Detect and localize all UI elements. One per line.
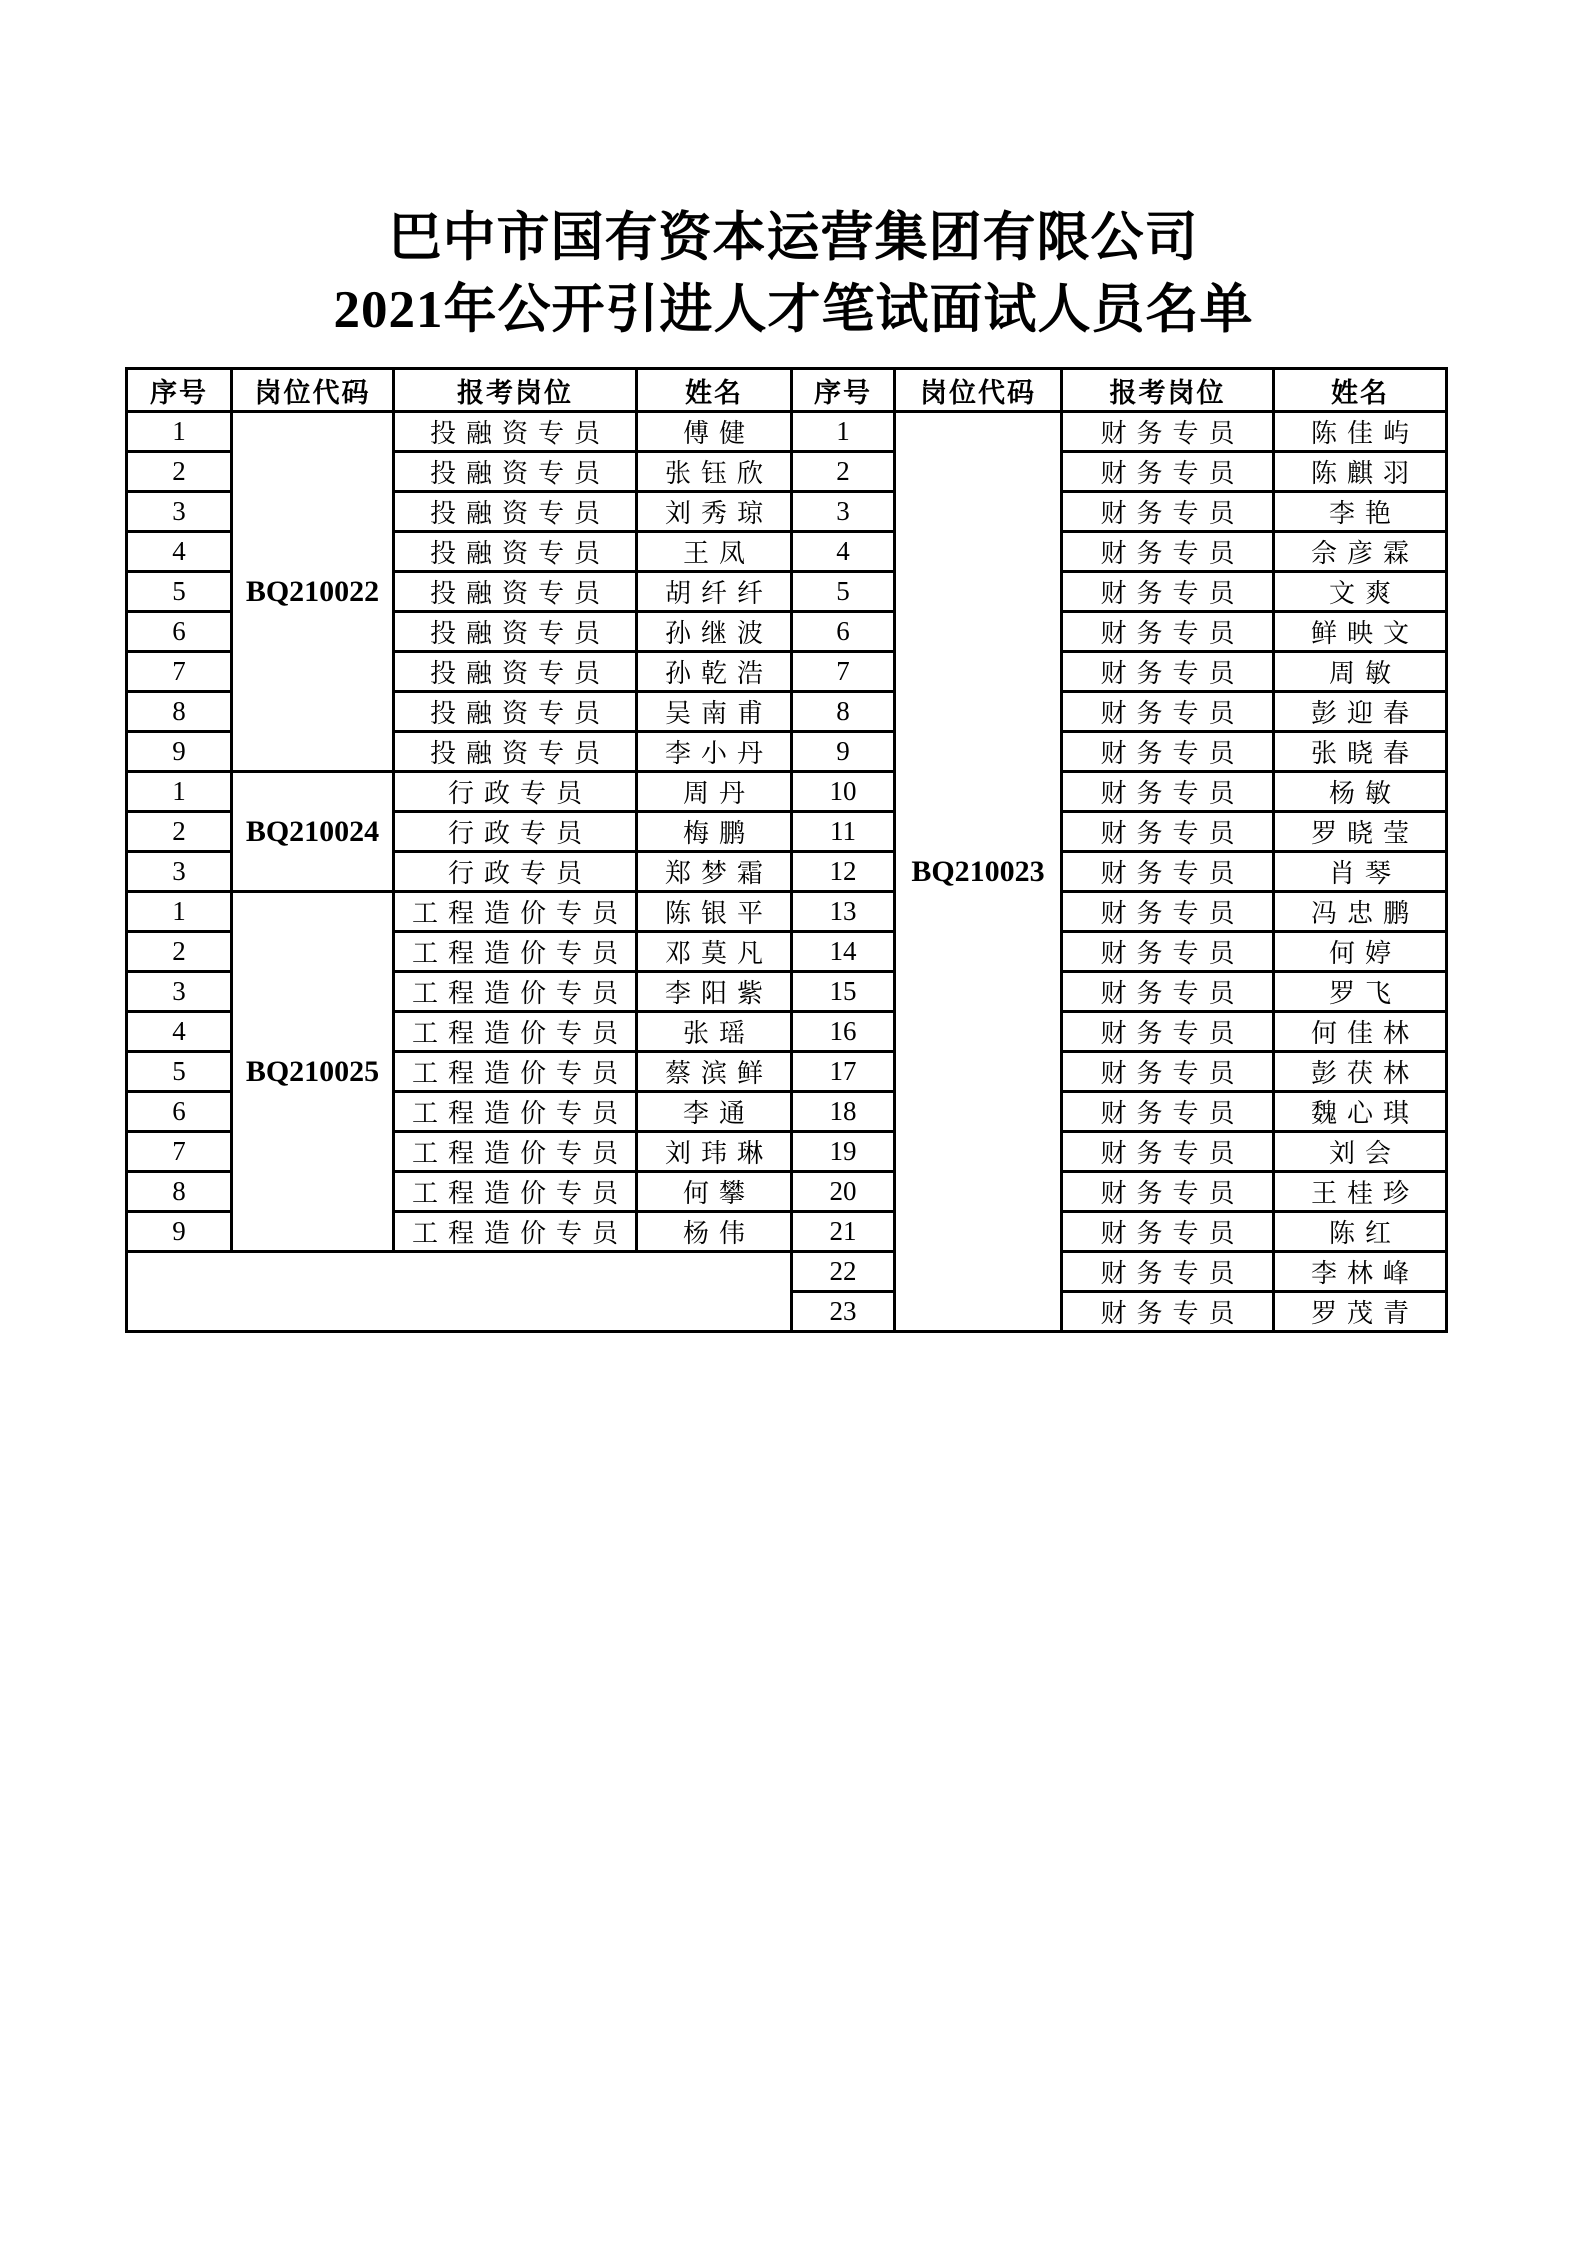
position-cell: 财务专员 xyxy=(1062,572,1274,612)
page-title xyxy=(0,202,1587,346)
position-cell: 工程造价专员 xyxy=(394,1012,637,1052)
seq-cell: 5 xyxy=(127,1052,232,1092)
position-cell: 财务专员 xyxy=(1062,812,1274,852)
name-cell: 罗飞 xyxy=(1274,972,1447,1012)
seq-cell: 8 xyxy=(792,692,895,732)
header-cell-code-left: 岗位代码 xyxy=(232,369,394,412)
name-cell: 陈红 xyxy=(1274,1212,1447,1252)
position-cell: 行政专员 xyxy=(394,852,637,892)
name-cell: 文爽 xyxy=(1274,572,1447,612)
seq-cell: 15 xyxy=(792,972,895,1012)
seq-cell: 7 xyxy=(792,652,895,692)
position-cell: 财务专员 xyxy=(1062,1212,1274,1252)
header-cell-name-left: 姓名 xyxy=(637,369,792,412)
position-cell: 财务专员 xyxy=(1062,492,1274,532)
position-cell: 工程造价专员 xyxy=(394,972,637,1012)
seq-cell: 13 xyxy=(792,892,895,932)
position-cell: 财务专员 xyxy=(1062,1052,1274,1092)
seq-cell: 8 xyxy=(127,692,232,732)
code-cell: BQ210025 xyxy=(232,892,394,1252)
name-cell: 张晓春 xyxy=(1274,732,1447,772)
position-cell: 行政专员 xyxy=(394,812,637,852)
name-cell: 王凤 xyxy=(637,532,792,572)
position-cell: 财务专员 xyxy=(1062,1252,1274,1292)
seq-cell: 17 xyxy=(792,1052,895,1092)
seq-cell: 16 xyxy=(792,1012,895,1052)
seq-cell: 3 xyxy=(792,492,895,532)
seq-cell: 10 xyxy=(792,772,895,812)
name-cell: 张钰欣 xyxy=(637,452,792,492)
page-title-line1: 巴中市国有资本运营集团有限公司 xyxy=(388,209,1199,267)
name-cell: 孙乾浩 xyxy=(637,652,792,692)
name-cell: 鲜映文 xyxy=(1274,612,1447,652)
name-cell: 陈佳屿 xyxy=(1274,412,1447,452)
code-cell: BQ210023 xyxy=(895,412,1062,1332)
position-cell: 财务专员 xyxy=(1062,932,1274,972)
seq-cell: 6 xyxy=(792,612,895,652)
position-cell: 财务专员 xyxy=(1062,1292,1274,1332)
seq-cell: 6 xyxy=(127,1092,232,1132)
seq-cell: 6 xyxy=(127,612,232,652)
name-cell: 杨伟 xyxy=(637,1212,792,1252)
header-cell-position-left: 报考岗位 xyxy=(394,369,637,412)
position-cell: 投融资专员 xyxy=(394,572,637,612)
position-cell: 投融资专员 xyxy=(394,492,637,532)
name-cell: 佘彦霖 xyxy=(1274,532,1447,572)
name-cell: 杨敏 xyxy=(1274,772,1447,812)
seq-cell: 9 xyxy=(792,732,895,772)
code-cell: BQ210022 xyxy=(232,412,394,772)
name-cell: 罗茂青 xyxy=(1274,1292,1447,1332)
name-cell: 周丹 xyxy=(637,772,792,812)
table-row xyxy=(127,892,1447,932)
seq-cell: 1 xyxy=(792,412,895,452)
seq-cell: 1 xyxy=(127,892,232,932)
name-cell: 何佳林 xyxy=(1274,1012,1447,1052)
position-cell: 财务专员 xyxy=(1062,852,1274,892)
position-cell: 财务专员 xyxy=(1062,692,1274,732)
name-cell: 冯忠鹏 xyxy=(1274,892,1447,932)
name-cell: 周敏 xyxy=(1274,652,1447,692)
position-cell: 工程造价专员 xyxy=(394,1212,637,1252)
position-cell: 财务专员 xyxy=(1062,1172,1274,1212)
position-cell: 工程造价专员 xyxy=(394,1092,637,1132)
name-cell: 郑梦霜 xyxy=(637,852,792,892)
table-row xyxy=(127,772,1447,812)
name-cell: 邓莫凡 xyxy=(637,932,792,972)
seq-cell: 7 xyxy=(127,652,232,692)
position-cell: 行政专员 xyxy=(394,772,637,812)
seq-cell: 2 xyxy=(792,452,895,492)
name-cell: 孙继波 xyxy=(637,612,792,652)
name-cell: 吴南甫 xyxy=(637,692,792,732)
position-cell: 财务专员 xyxy=(1062,1012,1274,1052)
name-cell: 罗晓莹 xyxy=(1274,812,1447,852)
name-cell: 魏心琪 xyxy=(1274,1092,1447,1132)
seq-cell: 3 xyxy=(127,852,232,892)
table-row xyxy=(127,412,1447,452)
seq-cell: 1 xyxy=(127,412,232,452)
empty-cell xyxy=(127,1252,792,1332)
position-cell: 财务专员 xyxy=(1062,652,1274,692)
position-cell: 财务专员 xyxy=(1062,772,1274,812)
position-cell: 工程造价专员 xyxy=(394,1172,637,1212)
position-cell: 投融资专员 xyxy=(394,732,637,772)
table-header-row xyxy=(127,369,1447,412)
position-cell: 财务专员 xyxy=(1062,1132,1274,1172)
roster-table xyxy=(125,367,1448,1333)
seq-cell: 9 xyxy=(127,732,232,772)
name-cell: 李通 xyxy=(637,1092,792,1132)
name-cell: 梅鹏 xyxy=(637,812,792,852)
name-cell: 何攀 xyxy=(637,1172,792,1212)
position-cell: 投融资专员 xyxy=(394,452,637,492)
seq-cell: 21 xyxy=(792,1212,895,1252)
table-body xyxy=(127,412,1447,1332)
seq-cell: 2 xyxy=(127,932,232,972)
position-cell: 工程造价专员 xyxy=(394,932,637,972)
seq-cell: 8 xyxy=(127,1172,232,1212)
name-cell: 李林峰 xyxy=(1274,1252,1447,1292)
position-cell: 财务专员 xyxy=(1062,1092,1274,1132)
position-cell: 财务专员 xyxy=(1062,532,1274,572)
position-cell: 财务专员 xyxy=(1062,412,1274,452)
header-cell-code-right: 岗位代码 xyxy=(895,369,1062,412)
seq-cell: 2 xyxy=(127,452,232,492)
name-cell: 彭迎春 xyxy=(1274,692,1447,732)
name-cell: 王桂珍 xyxy=(1274,1172,1447,1212)
position-cell: 财务专员 xyxy=(1062,732,1274,772)
table-row xyxy=(127,1252,1447,1292)
header-cell-seq-left: 序号 xyxy=(127,369,232,412)
seq-cell: 5 xyxy=(792,572,895,612)
seq-cell: 12 xyxy=(792,852,895,892)
seq-cell: 18 xyxy=(792,1092,895,1132)
seq-cell: 9 xyxy=(127,1212,232,1252)
position-cell: 财务专员 xyxy=(1062,452,1274,492)
position-cell: 投融资专员 xyxy=(394,692,637,732)
seq-cell: 20 xyxy=(792,1172,895,1212)
seq-cell: 4 xyxy=(127,532,232,572)
seq-cell: 5 xyxy=(127,572,232,612)
position-cell: 投融资专员 xyxy=(394,652,637,692)
seq-cell: 7 xyxy=(127,1132,232,1172)
header-cell-name-right: 姓名 xyxy=(1274,369,1447,412)
header-cell-seq-right: 序号 xyxy=(792,369,895,412)
code-cell: BQ210024 xyxy=(232,772,394,892)
position-cell: 投融资专员 xyxy=(394,412,637,452)
page-title-line2: 2021年公开引进人才笔试面试人员名单 xyxy=(333,281,1254,339)
name-cell: 陈麒羽 xyxy=(1274,452,1447,492)
seq-cell: 14 xyxy=(792,932,895,972)
seq-cell: 3 xyxy=(127,492,232,532)
position-cell: 财务专员 xyxy=(1062,612,1274,652)
seq-cell: 1 xyxy=(127,772,232,812)
name-cell: 刘会 xyxy=(1274,1132,1447,1172)
name-cell: 陈银平 xyxy=(637,892,792,932)
position-cell: 工程造价专员 xyxy=(394,1052,637,1092)
name-cell: 刘玮琳 xyxy=(637,1132,792,1172)
seq-cell: 3 xyxy=(127,972,232,1012)
position-cell: 财务专员 xyxy=(1062,892,1274,932)
name-cell: 李阳紫 xyxy=(637,972,792,1012)
seq-cell: 22 xyxy=(792,1252,895,1292)
seq-cell: 2 xyxy=(127,812,232,852)
seq-cell: 11 xyxy=(792,812,895,852)
name-cell: 刘秀琼 xyxy=(637,492,792,532)
name-cell: 张瑶 xyxy=(637,1012,792,1052)
seq-cell: 23 xyxy=(792,1292,895,1332)
name-cell: 傅健 xyxy=(637,412,792,452)
name-cell: 蔡滨鲜 xyxy=(637,1052,792,1092)
name-cell: 何婷 xyxy=(1274,932,1447,972)
name-cell: 李艳 xyxy=(1274,492,1447,532)
name-cell: 胡纤纤 xyxy=(637,572,792,612)
position-cell: 投融资专员 xyxy=(394,612,637,652)
position-cell: 投融资专员 xyxy=(394,532,637,572)
header-cell-position-right: 报考岗位 xyxy=(1062,369,1274,412)
name-cell: 彭茯林 xyxy=(1274,1052,1447,1092)
seq-cell: 19 xyxy=(792,1132,895,1172)
seq-cell: 4 xyxy=(792,532,895,572)
position-cell: 工程造价专员 xyxy=(394,892,637,932)
position-cell: 工程造价专员 xyxy=(394,1132,637,1172)
seq-cell: 4 xyxy=(127,1012,232,1052)
position-cell: 财务专员 xyxy=(1062,972,1274,1012)
name-cell: 肖琴 xyxy=(1274,852,1447,892)
name-cell: 李小丹 xyxy=(637,732,792,772)
